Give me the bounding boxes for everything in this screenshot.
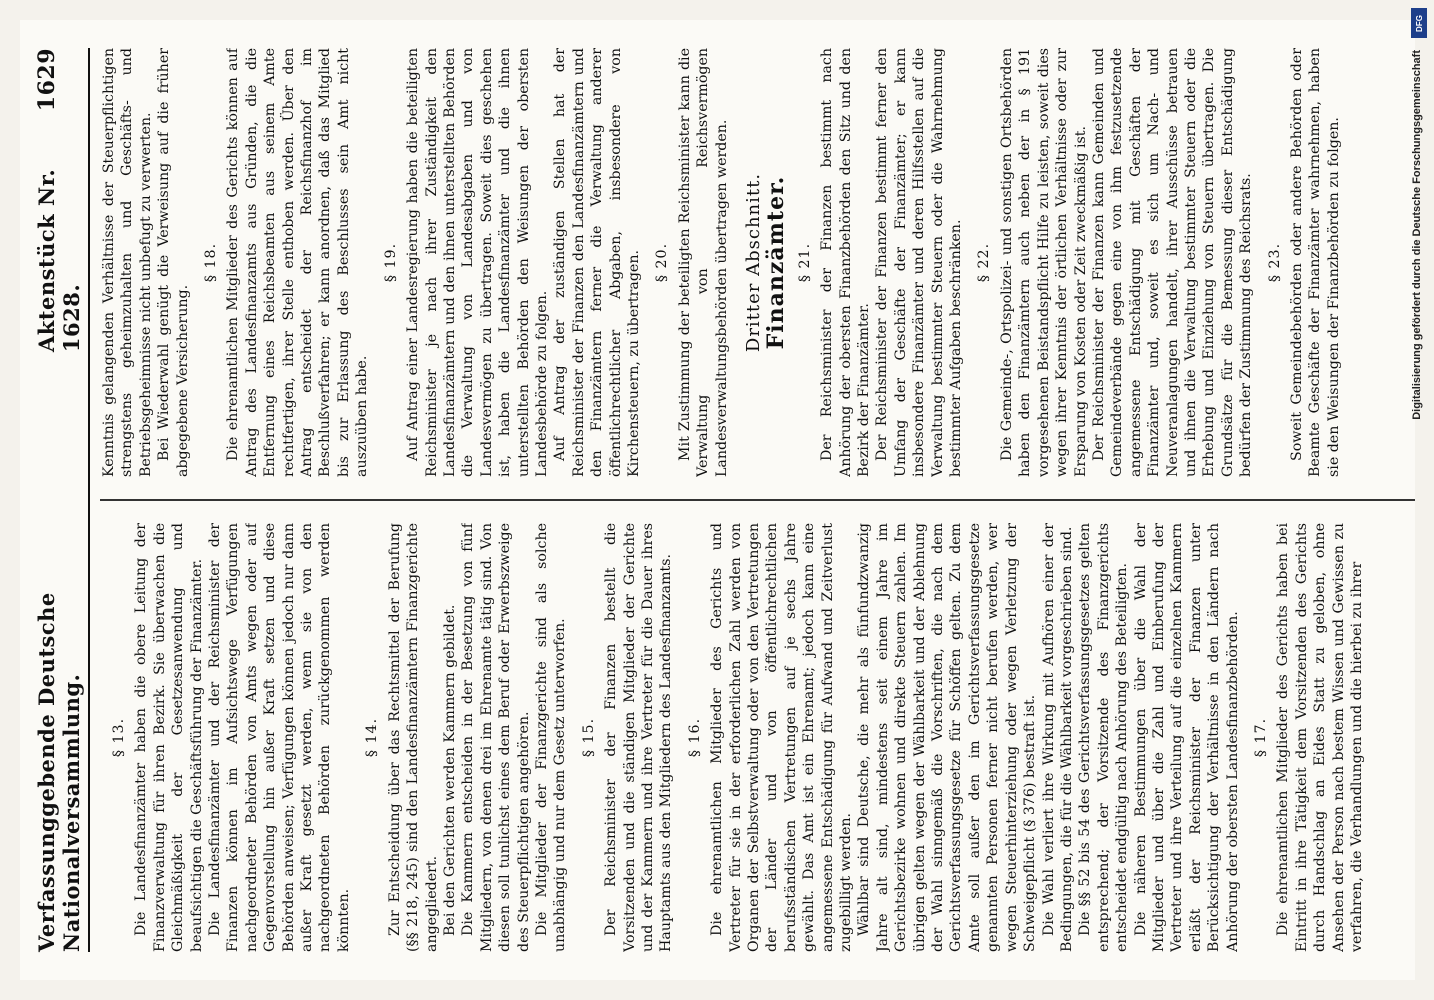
continued-paragraph-1: Kenntnis gelangenden Verhältnisse der Steuerpflichtigen strengstens geheimzuhalten und Geschäfts- und Betriebsgeheimnisse nicht unbefugt zu verwerten. xyxy=(101,48,154,477)
section-13-paragraph-1: Die Landesfinanzämter haben die obere Leitung der Finanzverwaltung für ihren Bezirk. Sie überwachen die Gleichmäßigkeit der Gesetzesanwendung und beaufsichtigen die Geschäftsführung der Finanzämter. xyxy=(133,523,205,952)
part-heading: Dritter Abschnitt. xyxy=(743,172,764,353)
section-21-paragraph-1: Der Reichsminister der Finanzen bestimmt nach Anhörung der obersten Finanzbehörden den Sitz und den Bezirk der Finanzämter. xyxy=(819,48,873,477)
section-20-heading: § 20. xyxy=(654,242,671,283)
section-21-paragraph-2: Der Reichsminister der Finanzen bestimmt ferner den Umfang der Geschäfte der Finanzämter; er kann insbesondere Finanzämter und deren Hilfsstellen auf die Verwaltung bestimmter Steuern oder die Wahrnehmung bestimmter Aufgaben beschränken. xyxy=(874,48,965,477)
section-21-heading: § 21. xyxy=(796,242,813,283)
running-head xyxy=(34,48,90,952)
section-16-paragraph-4: Die §§ 52 bis 54 des Gerichtsverfassungsgesetzes gelten entsprechend; der Vorsitzende des Finanzgerichts entscheidet endgültig nach Anhörung des Beteiligten. xyxy=(1077,523,1131,952)
section-13-paragraph-2: Die Landesfinanzämter und der Reichsminister der Finanzen können im Aufsichtswege Verfügungen nachgeordneter Behörden von Amts wegen oder auf Gegenvorstellung hin außer Kraft setzen und diese Behörden anweisen; Verfügungen können jedoch nur dann außer Kraft gesetzt werden, wenn sie von den nachgeordneten Behörden zurückgenommen werden könnten. xyxy=(207,523,352,952)
column-divider xyxy=(100,499,1415,501)
section-15-paragraph-1: Der Reichsminister der Finanzen bestellt die Vorsitzenden und die ständigen Mitglieder der Gerichte und der Kammern und ihre Vertreter für die Dauer ihres Hauptamts aus den Mitgliedern des Landesfinanzamts. xyxy=(603,523,675,952)
dfg-logo-text: DFG xyxy=(1414,14,1424,32)
section-23-heading: § 23. xyxy=(1266,242,1283,283)
section-15-heading: § 15. xyxy=(580,717,597,758)
section-14-paragraph-3: Die Kammern entscheiden in der Besetzung von fünf Mitgliedern, von denen drei im Ehrenamte tätig sind. Von diesen soll tunlichst eines dem Beruf oder Erwerbszweige des Steuerpflichtigen angehören. xyxy=(460,523,532,952)
section-18-paragraph-1: Die ehrenamtlichen Mitglieder des Gerichts können auf Antrag des Landesfinanzamts aus Gründen, die die Entfernung eines Reichsbeamten aus seinem Amte rechtfertigen, ihrer Stelle enthoben werden. Über den Antrag entscheidet der Reichsfinanzhof im Beschlußverfahren; er kann anordnen, daß das Mitglied bis zur Erlassung des Beschlusses sein Amt nicht auszuüben habe. xyxy=(225,48,371,477)
continued-paragraph-2: Bei Wiederwahl genügt die Verweisung auf die früher abgegebene Versicherung. xyxy=(156,48,191,477)
section-20-paragraph-1: Mit Zustimmung der beteiligten Reichsminister kann die Verwaltung von Reichsvermögen Landesverwaltungsbehörden übertragen werden. xyxy=(676,48,730,477)
section-19-heading: § 19. xyxy=(382,242,399,283)
section-14-paragraph-2: Bei den Gerichten werden Kammern gebildet. xyxy=(441,604,458,936)
section-22-paragraph-2: Der Reichsminister der Finanzen kann Gemeinden und Gemeindeverbände gegen eine von ihm festzusetzende angemessene Entschädigung mit Geschäften der Finanzämter und, soweit es sich um Nach- und Neuveranlagungen handelt, ihrer Ausschüsse betrauen und ihnen die Verwaltung bestimmter Steuern oder die Erhebung und Einziehung von Steuern übertragen. Die Grundsätze für die Bemessung dieser Entschädigung bedürfen der Zustimmung des Reichsrats. xyxy=(1090,48,1255,477)
section-14-heading: § 14. xyxy=(364,717,381,758)
section-17-paragraph-1: Die ehrenamtlichen Mitglieder des Gerichts haben bei Eintritt in ihre Tätigkeit dem Vorsitzenden des Gerichts durch Handschlag an Eides Statt zu geloben, ohne Ansehen der Person nach bestem Wissen und Gewissen zu verfahren, die Verhandlungen und die hierbei zu ihrer xyxy=(1275,523,1365,952)
section-16-paragraph-3: Die Wahl verliert ihre Wirkung mit Aufhören einer der Bedingungen, die für die Wählbarkeit vorgeschrieben sind. xyxy=(1040,523,1075,952)
digitization-credit xyxy=(1404,10,1430,990)
section-17-heading: § 17. xyxy=(1252,717,1269,758)
section-19-paragraph-1: Auf Antrag einer Landesregierung haben die beteiligten Reichsminister je nach ihrer Zuständigkeit den Landesfinanzämtern und den ihnen unterstellten Behörden die Verwaltung von Landesabgaben und von Landesvermögen zu übertragen. Soweit dies geschehen ist, haben die Landesfinanzämter und die ihnen unterstellten Behörden den Weisungen der obersten Landesbehörde zu folgen. xyxy=(405,48,550,477)
section-19-paragraph-2: Auf Antrag der zuständigen Stellen hat der Reichsminister der Finanzen den Landesfinanzämtern und den Finanzämtern ferner die Verwaltung anderer öffentlichrechtlicher Abgaben, insbesondere von Kirchensteuern, zu übertragen. xyxy=(552,48,642,477)
section-16-heading: § 16. xyxy=(686,717,703,758)
section-14-paragraph-1: Zur Entscheidung über das Rechtsmittel der Berufung (§§ 218, 245) sind den Landesfinanzämtern Finanzgerichte angegliedert. xyxy=(386,523,440,952)
right-column xyxy=(100,48,1415,477)
rotated-page xyxy=(20,20,1415,980)
left-column xyxy=(100,523,1415,952)
section-16-paragraph-2: Wählbar sind Deutsche, die mehr als fünfundzwanzig Jahre alt sind, mindestens seit einem Jahre im Gerichtsbezirke wohnen und direkte Steuern zahlen. Im übrigen gelten wegen der Wählbarkeit und der Ablehnung der Wahl sinngemäß die Vorschriften, die nach dem Gerichtsverfassungsgesetze für Schöffen gelten. Zu dem Amte soll außer den im Gerichtsverfassungsgesetze genannten Personen ferner nicht berufen werden, wer wegen Steuerhinterziehung oder wegen Verletzung der Schweigepflicht (§ 376) bestraft ist. xyxy=(856,523,1039,952)
section-18-heading: § 18. xyxy=(203,242,220,283)
header-document-number: Aktenstück Nr. 1628. xyxy=(34,168,84,353)
header-title: Verfassunggebende Deutsche Nationalversammlung. xyxy=(34,592,84,952)
part-title: Finanzämter. xyxy=(763,175,790,350)
section-22-paragraph-1: Die Gemeinde-, Ortspolizei- und sonstigen Ortsbehörden haben den Finanzämtern auch neben der in § 191 vorgesehenen Beistandspflicht Hilfe zu leisten, soweit dies wegen ihrer Kenntnis der örtlichen Verhältnisse oder zur Ersparung von Kosten oder Zeit zweckmäßig ist. xyxy=(998,48,1089,477)
section-23-paragraph-1: Soweit Gemeindebehörden oder andere Behörden oder Beamte Geschäfte der Finanzämter wahrnehmen, haben sie den Weisungen der Finanzbehörden zu folgen. xyxy=(1288,48,1342,477)
digitization-credit-text: Digitalisierung gefördert durch die Deutsche Forschungsgemeinschaft xyxy=(1411,50,1423,420)
section-14-paragraph-4: Die Mitglieder der Finanzgerichte sind als solche unabhängig und nur dem Gesetz unterworfen. xyxy=(533,523,569,952)
section-22-heading: § 22. xyxy=(976,242,993,283)
section-16-paragraph-1: Die ehrenamtlichen Mitglieder des Gerichts und Vertreter für sie in der erforderlichen Zahl werden von Organen der Selbstverwaltung oder von den Vertretungen der Länder und von öffentlichrechtlichen berufsständischen Vertretungen auf je sechs Jahre gewählt. Das Amt ist ein Ehrenamt; jedoch kann eine angemessene Entschädigung für Aufwand und Zeitverlust zugebilligt werden. xyxy=(709,523,855,952)
section-16-paragraph-5: Die näheren Bestimmungen über die Wahl der Mitglieder und über die Zahl und Einberufung der Vertreter und ihre Verteilung auf die einzelnen Kammern erläßt der Reichsminister der Finanzen unter Berücksichtigung der Verhältnisse in den Ländern nach Anhörung der obersten Landesfinanzbehörden. xyxy=(1132,523,1241,952)
text-columns xyxy=(100,48,1415,952)
page-number: 1629 xyxy=(34,48,60,112)
section-13-heading: § 13. xyxy=(111,717,127,758)
